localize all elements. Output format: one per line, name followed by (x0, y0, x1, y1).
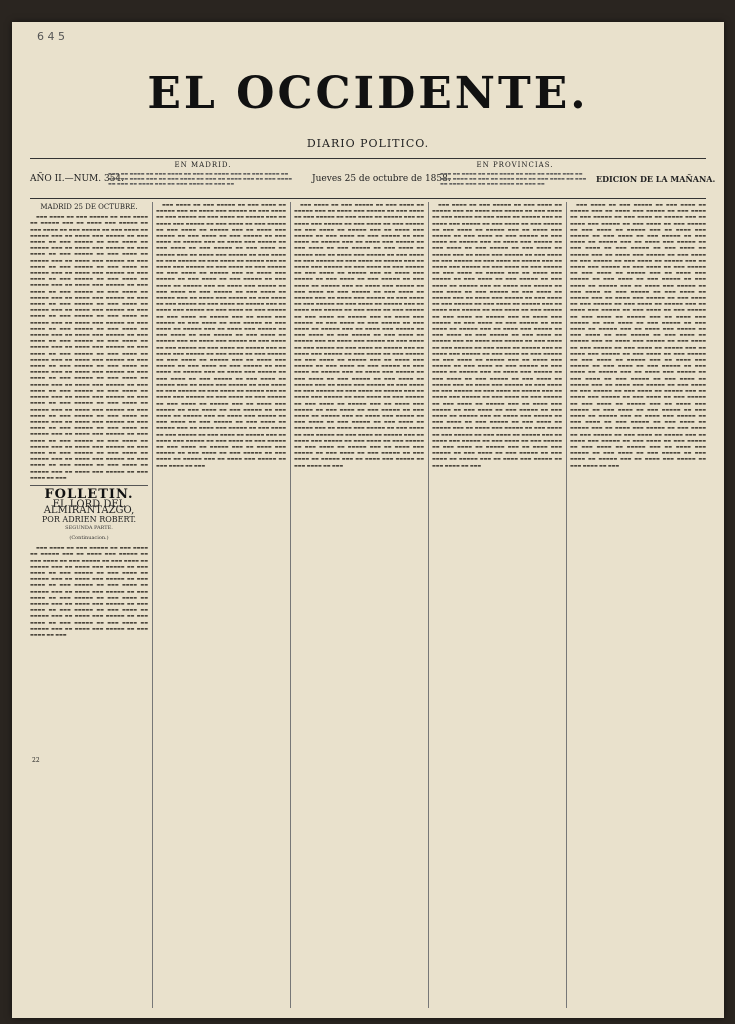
madrid-label: EN MADRID. (174, 161, 232, 169)
folletin-title: EL LORD DEL ALMIRANTAZGO, (43, 499, 135, 517)
folletin-author: POR ADRIEN ROBERT. (41, 514, 137, 524)
column-separator-3 (428, 202, 429, 1008)
issue-number: AÑO II.—NUM. 354. (30, 174, 125, 184)
column-4-text: ▬▬▬ ▬▬▬▬ ▬▬ ▬▬▬ ▬▬▬▬▬ ▬▬ ▬▬▬ ▬▬▬▬ ▬▬ ▬▬▬▬▬ ▬▬▬ ▬▬ ▬▬▬▬ ▬▬▬ ▬▬▬▬▬ ▬▬ ▬▬▬ ▬▬▬▬ ▬▬ ▬▬▬ ▬▬▬▬▬ ▬▬ ▬▬▬ ▬▬▬▬ ▬▬ ▬▬▬▬▬ ▬▬▬ ▬▬ ▬▬▬▬ ▬▬▬ ▬▬▬▬▬ ▬▬ ▬▬▬ ▬▬▬▬ ▬▬ ▬▬▬ ▬▬▬▬▬ ▬▬ ▬▬▬ ▬▬▬▬ ▬▬ ▬▬▬▬▬ ▬▬▬ ▬▬ ▬▬▬▬ ▬▬▬ ▬▬▬▬▬ ▬▬ ▬▬▬ ▬▬▬▬ ▬▬ ▬▬▬ ▬▬▬▬▬ ▬▬ ▬▬▬ ▬▬▬▬ ▬▬ ▬▬▬▬▬ ▬▬▬ ▬▬ ▬▬▬▬ ▬▬▬ ▬▬▬▬▬ ▬▬ ▬▬▬ ▬▬▬▬ ▬▬ ▬▬▬ ▬▬▬▬▬ ▬▬ ▬▬▬ ▬▬▬▬ ▬▬ ▬▬▬▬▬ ▬▬▬ ▬▬ ▬▬▬▬ ▬▬▬ ▬▬▬▬▬ ▬▬ ▬▬▬ ▬▬▬▬ ▬▬ ▬▬▬ ▬▬▬▬▬ ▬▬ ▬▬▬ ▬▬▬▬ ▬▬ ▬▬▬▬▬ ▬▬▬ ▬▬ ▬▬▬▬ ▬▬▬ ▬▬▬▬▬ ▬▬ ▬▬▬ ▬▬▬▬ ▬▬ ▬▬▬ ▬▬▬▬▬ ▬▬ ▬▬▬ ▬▬▬▬ ▬▬ ▬▬▬▬▬ ▬▬▬ ▬▬ ▬▬▬▬ ▬▬▬ ▬▬▬▬▬ ▬▬ ▬▬▬ ▬▬▬▬ ▬▬ ▬▬▬ ▬▬▬▬▬ ▬▬ ▬▬▬ ▬▬▬▬ ▬▬ ▬▬▬▬▬ ▬▬▬ ▬▬ ▬▬▬▬ ▬▬▬ ▬▬▬▬▬ ▬▬ ▬▬▬ ▬▬▬▬ ▬▬ ▬▬▬ ▬▬▬▬▬ ▬▬ ▬▬▬ ▬▬▬▬ ▬▬ ▬▬▬▬▬ ▬▬▬ ▬▬ ▬▬▬▬ ▬▬▬ ▬▬▬▬▬ ▬▬ ▬▬▬ ▬▬▬▬ ▬▬ ▬▬▬ ▬▬▬▬▬ ▬▬ ▬▬▬ ▬▬▬▬ ▬▬ ▬▬▬▬▬ ▬▬▬ ▬▬ ▬▬▬▬ ▬▬▬ ▬▬▬▬▬ ▬▬ ▬▬▬ ▬▬▬▬ ▬▬ ▬▬▬ ▬▬▬▬▬ ▬▬ ▬▬▬ ▬▬▬▬ ▬▬ ▬▬▬▬▬ ▬▬▬ ▬▬ ▬▬▬▬ ▬▬▬ ▬▬▬▬▬ ▬▬ ▬▬▬ ▬▬▬▬ ▬▬ ▬▬▬ ▬▬▬▬▬ ▬▬ ▬▬▬ ▬▬▬▬ ▬▬ ▬▬▬▬▬ ▬▬▬ ▬▬ ▬▬▬▬ ▬▬▬ ▬▬▬▬▬ ▬▬ ▬▬▬ ▬▬▬▬ ▬▬ ▬▬▬ ▬▬▬▬▬ ▬▬ ▬▬▬ ▬▬▬▬ ▬▬ ▬▬▬▬▬ ▬▬▬ ▬▬ ▬▬▬▬ ▬▬▬ ▬▬▬▬▬ ▬▬ ▬▬▬ ▬▬▬▬ ▬▬ ▬▬▬ ▬▬▬▬▬ ▬▬ ▬▬▬ ▬▬▬▬ ▬▬ ▬▬▬▬▬ ▬▬▬ ▬▬ ▬▬▬▬ ▬▬▬ ▬▬▬▬▬ ▬▬ ▬▬▬ ▬▬▬▬ ▬▬ ▬▬▬ ▬▬▬▬▬ ▬▬ ▬▬▬ ▬▬▬▬ ▬▬ ▬▬▬▬▬ ▬▬▬ ▬▬ ▬▬▬▬ ▬▬▬ ▬▬▬▬▬ ▬▬ ▬▬▬ ▬▬▬▬ ▬▬ ▬▬▬ ▬▬▬▬▬ ▬▬ ▬▬▬ ▬▬▬▬ ▬▬ ▬▬▬▬▬ ▬▬▬ ▬▬ ▬▬▬▬ ▬▬▬ ▬▬▬▬▬ ▬▬ ▬▬▬ ▬▬▬▬ ▬▬ ▬▬▬ ▬▬▬▬▬ ▬▬ ▬▬▬ ▬▬▬▬ ▬▬ ▬▬▬▬▬ ▬▬▬ ▬▬ ▬▬▬▬ ▬▬▬ ▬▬▬▬▬ ▬▬ ▬▬▬ ▬▬▬▬ ▬▬ ▬▬▬ ▬▬▬▬▬ ▬▬ ▬▬▬ ▬▬▬▬ ▬▬ ▬▬▬▬▬ ▬▬▬ ▬▬ ▬▬▬▬ ▬▬▬ ▬▬▬▬▬ ▬▬ ▬▬▬ ▬▬▬▬ ▬▬ ▬▬▬ ▬▬▬▬▬ ▬▬ ▬▬▬ ▬▬▬▬ ▬▬ ▬▬▬▬▬ ▬▬▬ ▬▬ ▬▬▬▬ ▬▬▬ ▬▬▬▬▬ ▬▬ ▬▬▬ ▬▬▬▬ ▬▬ ▬▬▬ ▬▬▬▬▬ ▬▬ ▬▬▬ ▬▬▬▬ ▬▬ ▬▬▬▬▬ ▬▬▬ ▬▬ ▬▬▬▬ ▬▬▬ ▬▬▬▬▬ ▬▬ ▬▬▬ ▬▬▬▬ ▬▬ ▬▬▬ ▬▬▬▬▬ ▬▬ ▬▬▬ ▬▬▬▬ ▬▬ ▬▬▬▬▬ ▬▬▬ ▬▬ ▬▬▬▬ ▬▬▬ ▬▬▬▬▬ ▬▬ ▬▬▬ ▬▬▬▬ ▬▬ ▬▬▬ ▬▬▬▬▬ ▬▬ ▬▬▬ ▬▬▬▬ ▬▬ ▬▬▬▬▬ ▬▬▬ ▬▬ ▬▬▬▬ ▬▬▬ ▬▬▬▬▬ ▬▬ ▬▬▬ ▬▬▬▬ ▬▬ ▬▬▬ ▬▬▬▬▬ ▬▬ ▬▬▬ ▬▬▬▬ ▬▬ ▬▬▬▬▬ ▬▬▬ ▬▬ ▬▬▬▬ ▬▬▬ ▬▬▬▬▬ ▬▬ ▬▬▬ ▬▬▬▬ ▬▬ ▬▬▬ ▬▬▬▬▬ ▬▬ ▬▬▬ ▬▬▬▬ ▬▬ ▬▬▬▬▬ ▬▬▬ ▬▬ ▬▬▬▬ ▬▬▬ ▬▬▬▬▬ ▬▬ ▬▬▬ ▬▬▬▬ ▬▬ ▬▬▬ (432, 202, 562, 468)
provinces-fine-print: ▬▬▬ ▬▬ ▬▬▬▬ ▬▬ ▬▬▬ ▬▬▬▬ ▬▬ ▬▬▬ ▬▬ ▬▬▬▬ ▬▬▬ ▬▬ ▬▬▬ ▬▬▬▬ ▬▬ ▬▬▬ ▬▬ ▬▬▬▬ ▬▬▬ ▬▬ ▬▬▬ ▬▬▬▬ ▬▬ ▬▬▬ ▬▬ ▬▬▬▬ ▬▬▬ ▬▬ ▬▬▬ ▬▬▬▬ ▬▬ ▬▬▬ ▬▬ (440, 171, 587, 186)
column-5-text: ▬▬▬ ▬▬▬▬ ▬▬ ▬▬▬ ▬▬▬▬▬ ▬▬ ▬▬▬ ▬▬▬▬ ▬▬ ▬▬▬▬▬ ▬▬▬ ▬▬ ▬▬▬▬ ▬▬▬ ▬▬▬▬▬ ▬▬ ▬▬▬ ▬▬▬▬ ▬▬ ▬▬▬ ▬▬▬▬▬ ▬▬ ▬▬▬ ▬▬▬▬ ▬▬ ▬▬▬▬▬ ▬▬▬ ▬▬ ▬▬▬▬ ▬▬▬ ▬▬▬▬▬ ▬▬ ▬▬▬ ▬▬▬▬ ▬▬ ▬▬▬ ▬▬▬▬▬ ▬▬ ▬▬▬ ▬▬▬▬ ▬▬ ▬▬▬▬▬ ▬▬▬ ▬▬ ▬▬▬▬ ▬▬▬ ▬▬▬▬▬ ▬▬ ▬▬▬ ▬▬▬▬ ▬▬ ▬▬▬ ▬▬▬▬▬ ▬▬ ▬▬▬ ▬▬▬▬ ▬▬ ▬▬▬▬▬ ▬▬▬ ▬▬ ▬▬▬▬ ▬▬▬ ▬▬▬▬▬ ▬▬ ▬▬▬ ▬▬▬▬ ▬▬ ▬▬▬ ▬▬▬▬▬ ▬▬ ▬▬▬ ▬▬▬▬ ▬▬ ▬▬▬▬▬ ▬▬▬ ▬▬ ▬▬▬▬ ▬▬▬ ▬▬▬▬▬ ▬▬ ▬▬▬ ▬▬▬▬ ▬▬ ▬▬▬ ▬▬▬▬▬ ▬▬ ▬▬▬ ▬▬▬▬ ▬▬ ▬▬▬▬▬ ▬▬▬ ▬▬ ▬▬▬▬ ▬▬▬ ▬▬▬▬▬ ▬▬ ▬▬▬ ▬▬▬▬ ▬▬ ▬▬▬ ▬▬▬▬▬ ▬▬ ▬▬▬ ▬▬▬▬ ▬▬ ▬▬▬▬▬ ▬▬▬ ▬▬ ▬▬▬▬ ▬▬▬ ▬▬▬▬▬ ▬▬ ▬▬▬ ▬▬▬▬ ▬▬ ▬▬▬ ▬▬▬▬▬ ▬▬ ▬▬▬ ▬▬▬▬ ▬▬ ▬▬▬▬▬ ▬▬▬ ▬▬ ▬▬▬▬ ▬▬▬ ▬▬▬▬▬ ▬▬ ▬▬▬ ▬▬▬▬ ▬▬ ▬▬▬ ▬▬▬▬▬ ▬▬ ▬▬▬ ▬▬▬▬ ▬▬ ▬▬▬▬▬ ▬▬▬ ▬▬ ▬▬▬▬ ▬▬▬ ▬▬▬▬▬ ▬▬ ▬▬▬ ▬▬▬▬ ▬▬ ▬▬▬ ▬▬▬▬▬ ▬▬ ▬▬▬ ▬▬▬▬ ▬▬ ▬▬▬▬▬ ▬▬▬ ▬▬ ▬▬▬▬ ▬▬▬ ▬▬▬▬▬ ▬▬ ▬▬▬ ▬▬▬▬ ▬▬ ▬▬▬ ▬▬▬▬▬ ▬▬ ▬▬▬ ▬▬▬▬ ▬▬ ▬▬▬▬▬ ▬▬▬ ▬▬ ▬▬▬▬ ▬▬▬ ▬▬▬▬▬ ▬▬ ▬▬▬ ▬▬▬▬ ▬▬ ▬▬▬ ▬▬▬▬▬ ▬▬ ▬▬▬ ▬▬▬▬ ▬▬ ▬▬▬▬▬ ▬▬▬ ▬▬ ▬▬▬▬ ▬▬▬ ▬▬▬▬▬ ▬▬ ▬▬▬ ▬▬▬▬ ▬▬ ▬▬▬ ▬▬▬▬▬ ▬▬ ▬▬▬ ▬▬▬▬ ▬▬ ▬▬▬▬▬ ▬▬▬ ▬▬ ▬▬▬▬ ▬▬▬ ▬▬▬▬▬ ▬▬ ▬▬▬ ▬▬▬▬ ▬▬ ▬▬▬ ▬▬▬▬▬ ▬▬ ▬▬▬ ▬▬▬▬ ▬▬ ▬▬▬▬▬ ▬▬▬ ▬▬ ▬▬▬▬ ▬▬▬ ▬▬▬▬▬ ▬▬ ▬▬▬ ▬▬▬▬ ▬▬ ▬▬▬ ▬▬▬▬▬ ▬▬ ▬▬▬ ▬▬▬▬ ▬▬ ▬▬▬▬▬ ▬▬▬ ▬▬ ▬▬▬▬ ▬▬▬ ▬▬▬▬▬ ▬▬ ▬▬▬ ▬▬▬▬ ▬▬ ▬▬▬ ▬▬▬▬▬ ▬▬ ▬▬▬ ▬▬▬▬ ▬▬ ▬▬▬▬▬ ▬▬▬ ▬▬ ▬▬▬▬ ▬▬▬ ▬▬▬▬▬ ▬▬ ▬▬▬ ▬▬▬▬ ▬▬ ▬▬▬ ▬▬▬▬▬ ▬▬ ▬▬▬ ▬▬▬▬ ▬▬ ▬▬▬▬▬ ▬▬▬ ▬▬ ▬▬▬▬ ▬▬▬ ▬▬▬▬▬ ▬▬ ▬▬▬ ▬▬▬▬ ▬▬ ▬▬▬ ▬▬▬▬▬ ▬▬ ▬▬▬ ▬▬▬▬ ▬▬ ▬▬▬▬▬ ▬▬▬ ▬▬ ▬▬▬▬ ▬▬▬ ▬▬▬▬▬ ▬▬ ▬▬▬ ▬▬▬▬ ▬▬ ▬▬▬ ▬▬▬▬▬ ▬▬ ▬▬▬ ▬▬▬▬ ▬▬ ▬▬▬▬▬ ▬▬▬ ▬▬ ▬▬▬▬ ▬▬▬ ▬▬▬▬▬ ▬▬ ▬▬▬ ▬▬▬▬ ▬▬ ▬▬▬ ▬▬▬▬▬ ▬▬ ▬▬▬ ▬▬▬▬ ▬▬ ▬▬▬▬▬ ▬▬▬ ▬▬ ▬▬▬▬ ▬▬▬ ▬▬▬▬▬ ▬▬ ▬▬▬ ▬▬▬▬ ▬▬ ▬▬▬ ▬▬▬▬▬ ▬▬ ▬▬▬ ▬▬▬▬ ▬▬ ▬▬▬▬▬ ▬▬▬ ▬▬ ▬▬▬▬ ▬▬▬ ▬▬▬▬▬ ▬▬ ▬▬▬ ▬▬▬▬ ▬▬ ▬▬▬ ▬▬▬▬▬ ▬▬ ▬▬▬ ▬▬▬▬ ▬▬ ▬▬▬▬▬ ▬▬▬ ▬▬ ▬▬▬▬ ▬▬▬ ▬▬▬▬▬ ▬▬ ▬▬▬ ▬▬▬▬ ▬▬ ▬▬▬ ▬▬▬▬▬ ▬▬ ▬▬▬ ▬▬▬▬ ▬▬ ▬▬▬▬▬ ▬▬▬ ▬▬ ▬▬▬▬ ▬▬▬ ▬▬▬▬▬ ▬▬ ▬▬▬ ▬▬▬▬ ▬▬ ▬▬▬ ▬▬▬▬▬ ▬▬ ▬▬▬ ▬▬▬▬ ▬▬ ▬▬▬▬▬ ▬▬▬ ▬▬ ▬▬▬▬ ▬▬▬ ▬▬▬▬▬ ▬▬ ▬▬▬ ▬▬▬▬ ▬▬ ▬▬▬ (570, 202, 706, 468)
column-1-text: ▬▬▬ ▬▬▬▬ ▬▬ ▬▬▬ ▬▬▬▬▬ ▬▬ ▬▬▬ ▬▬▬▬ ▬▬ ▬▬▬▬▬ ▬▬▬ ▬▬ ▬▬▬▬ ▬▬▬ ▬▬▬▬▬ ▬▬ ▬▬▬ ▬▬▬▬ ▬▬ ▬▬▬ ▬▬▬▬▬ ▬▬ ▬▬▬ ▬▬▬▬ ▬▬ ▬▬▬▬▬ ▬▬▬ ▬▬ ▬▬▬▬ ▬▬▬ ▬▬▬▬▬ ▬▬ ▬▬▬ ▬▬▬▬ ▬▬ ▬▬▬ ▬▬▬▬▬ ▬▬ ▬▬▬ ▬▬▬▬ ▬▬ ▬▬▬▬▬ ▬▬▬ ▬▬ ▬▬▬▬ ▬▬▬ ▬▬▬▬▬ ▬▬ ▬▬▬ ▬▬▬▬ ▬▬ ▬▬▬ ▬▬▬▬▬ ▬▬ ▬▬▬ ▬▬▬▬ ▬▬ ▬▬▬▬▬ ▬▬▬ ▬▬ ▬▬▬▬ ▬▬▬ ▬▬▬▬▬ ▬▬ ▬▬▬ ▬▬▬▬ ▬▬ ▬▬▬ ▬▬▬▬▬ ▬▬ ▬▬▬ ▬▬▬▬ ▬▬ ▬▬▬▬▬ ▬▬▬ ▬▬ ▬▬▬▬ ▬▬▬ ▬▬▬▬▬ ▬▬ ▬▬▬ ▬▬▬▬ ▬▬ ▬▬▬ ▬▬▬▬▬ ▬▬ ▬▬▬ ▬▬▬▬ ▬▬ ▬▬▬▬▬ ▬▬▬ ▬▬ ▬▬▬▬ ▬▬▬ ▬▬▬▬▬ ▬▬ ▬▬▬ ▬▬▬▬ ▬▬ ▬▬▬ ▬▬▬▬▬ ▬▬ ▬▬▬ ▬▬▬▬ ▬▬ ▬▬▬▬▬ ▬▬▬ ▬▬ ▬▬▬▬ ▬▬▬ ▬▬▬▬▬ ▬▬ ▬▬▬ ▬▬▬▬ ▬▬ ▬▬▬ ▬▬▬▬▬ ▬▬ ▬▬▬ ▬▬▬▬ ▬▬ ▬▬▬▬▬ ▬▬▬ ▬▬ ▬▬▬▬ ▬▬▬ ▬▬▬▬▬ ▬▬ ▬▬▬ ▬▬▬▬ ▬▬ ▬▬▬ ▬▬▬▬▬ ▬▬ ▬▬▬ ▬▬▬▬ ▬▬ ▬▬▬▬▬ ▬▬▬ ▬▬ ▬▬▬▬ ▬▬▬ ▬▬▬▬▬ ▬▬ ▬▬▬ ▬▬▬▬ ▬▬ ▬▬▬ ▬▬▬▬▬ ▬▬ ▬▬▬ ▬▬▬▬ ▬▬ ▬▬▬▬▬ ▬▬▬ ▬▬ ▬▬▬▬ ▬▬▬ ▬▬▬▬▬ ▬▬ ▬▬▬ ▬▬▬▬ ▬▬ ▬▬▬ ▬▬▬▬▬ ▬▬ ▬▬▬ ▬▬▬▬ ▬▬ ▬▬▬▬▬ ▬▬▬ ▬▬ ▬▬▬▬ ▬▬▬ ▬▬▬▬▬ ▬▬ ▬▬▬ ▬▬▬▬ ▬▬ ▬▬▬ ▬▬▬▬▬ ▬▬ ▬▬▬ ▬▬▬▬ ▬▬ ▬▬▬▬▬ ▬▬▬ ▬▬ ▬▬▬▬ ▬▬▬ ▬▬▬▬▬ ▬▬ ▬▬▬ ▬▬▬▬ ▬▬ ▬▬▬ ▬▬▬▬▬ ▬▬ ▬▬▬ ▬▬▬▬ ▬▬ ▬▬▬▬▬ ▬▬▬ ▬▬ ▬▬▬▬ ▬▬▬ ▬▬▬▬▬ ▬▬ ▬▬▬ ▬▬▬▬ ▬▬ ▬▬▬ ▬▬▬▬▬ ▬▬ ▬▬▬ ▬▬▬▬ ▬▬ ▬▬▬▬▬ ▬▬▬ ▬▬ ▬▬▬▬ ▬▬▬ ▬▬▬▬▬ ▬▬ ▬▬▬ ▬▬▬▬ ▬▬ ▬▬▬ ▬▬▬▬▬ ▬▬ ▬▬▬ ▬▬▬▬ ▬▬ ▬▬▬▬▬ ▬▬▬ ▬▬ ▬▬▬▬ ▬▬▬ ▬▬▬▬▬ ▬▬ ▬▬▬ ▬▬▬▬ ▬▬ ▬▬▬ ▬▬▬▬▬ ▬▬ ▬▬▬ ▬▬▬▬ ▬▬ ▬▬▬▬▬ ▬▬▬ ▬▬ ▬▬▬▬ ▬▬▬ ▬▬▬▬▬ ▬▬ ▬▬▬ ▬▬▬▬ ▬▬ ▬▬▬ ▬▬▬▬▬ ▬▬ ▬▬▬ ▬▬▬▬ ▬▬ ▬▬▬▬▬ ▬▬▬ ▬▬ ▬▬▬▬ ▬▬▬ ▬▬▬▬▬ ▬▬ ▬▬▬ ▬▬▬▬ ▬▬ ▬▬▬ ▬▬▬▬▬ ▬▬ ▬▬▬ ▬▬▬▬ ▬▬ ▬▬▬▬▬ ▬▬▬ ▬▬ ▬▬▬▬ ▬▬▬ ▬▬▬▬▬ ▬▬ ▬▬▬ ▬▬▬▬ ▬▬ ▬▬▬ ▬▬▬▬▬ ▬▬ ▬▬▬ ▬▬▬▬ ▬▬ ▬▬▬▬▬ ▬▬▬ ▬▬ ▬▬▬▬ ▬▬▬ ▬▬▬▬▬ ▬▬ ▬▬▬ ▬▬▬▬ ▬▬ ▬▬▬ ▬▬▬▬▬ ▬▬ ▬▬▬ ▬▬▬▬ ▬▬ ▬▬▬▬▬ ▬▬▬ ▬▬ ▬▬▬▬ ▬▬▬ ▬▬▬▬▬ ▬▬ ▬▬▬ ▬▬▬▬ ▬▬ ▬▬▬ ▬▬▬▬▬ ▬▬ ▬▬▬ ▬▬▬▬ ▬▬ ▬▬▬▬▬ ▬▬▬ ▬▬ ▬▬▬▬ ▬▬▬ ▬▬▬▬▬ ▬▬ ▬▬▬ ▬▬▬▬ ▬▬ ▬▬▬ (30, 214, 148, 480)
newspaper-subtitle: DIARIO POLITICO. (306, 137, 430, 150)
folletin-rule-top (30, 485, 148, 486)
folletin-heading: FOLLETIN. (44, 486, 134, 502)
column-separator-4 (566, 202, 567, 1008)
column-3-text: ▬▬▬ ▬▬▬▬ ▬▬ ▬▬▬ ▬▬▬▬▬ ▬▬ ▬▬▬ ▬▬▬▬ ▬▬ ▬▬▬▬▬ ▬▬▬ ▬▬ ▬▬▬▬ ▬▬▬ ▬▬▬▬▬ ▬▬ ▬▬▬ ▬▬▬▬ ▬▬ ▬▬▬ ▬▬▬▬▬ ▬▬ ▬▬▬ ▬▬▬▬ ▬▬ ▬▬▬▬▬ ▬▬▬ ▬▬ ▬▬▬▬ ▬▬▬ ▬▬▬▬▬ ▬▬ ▬▬▬ ▬▬▬▬ ▬▬ ▬▬▬ ▬▬▬▬▬ ▬▬ ▬▬▬ ▬▬▬▬ ▬▬ ▬▬▬▬▬ ▬▬▬ ▬▬ ▬▬▬▬ ▬▬▬ ▬▬▬▬▬ ▬▬ ▬▬▬ ▬▬▬▬ ▬▬ ▬▬▬ ▬▬▬▬▬ ▬▬ ▬▬▬ ▬▬▬▬ ▬▬ ▬▬▬▬▬ ▬▬▬ ▬▬ ▬▬▬▬ ▬▬▬ ▬▬▬▬▬ ▬▬ ▬▬▬ ▬▬▬▬ ▬▬ ▬▬▬ ▬▬▬▬▬ ▬▬ ▬▬▬ ▬▬▬▬ ▬▬ ▬▬▬▬▬ ▬▬▬ ▬▬ ▬▬▬▬ ▬▬▬ ▬▬▬▬▬ ▬▬ ▬▬▬ ▬▬▬▬ ▬▬ ▬▬▬ ▬▬▬▬▬ ▬▬ ▬▬▬ ▬▬▬▬ ▬▬ ▬▬▬▬▬ ▬▬▬ ▬▬ ▬▬▬▬ ▬▬▬ ▬▬▬▬▬ ▬▬ ▬▬▬ ▬▬▬▬ ▬▬ ▬▬▬ ▬▬▬▬▬ ▬▬ ▬▬▬ ▬▬▬▬ ▬▬ ▬▬▬▬▬ ▬▬▬ ▬▬ ▬▬▬▬ ▬▬▬ ▬▬▬▬▬ ▬▬ ▬▬▬ ▬▬▬▬ ▬▬ ▬▬▬ ▬▬▬▬▬ ▬▬ ▬▬▬ ▬▬▬▬ ▬▬ ▬▬▬▬▬ ▬▬▬ ▬▬ ▬▬▬▬ ▬▬▬ ▬▬▬▬▬ ▬▬ ▬▬▬ ▬▬▬▬ ▬▬ ▬▬▬ ▬▬▬▬▬ ▬▬ ▬▬▬ ▬▬▬▬ ▬▬ ▬▬▬▬▬ ▬▬▬ ▬▬ ▬▬▬▬ ▬▬▬ ▬▬▬▬▬ ▬▬ ▬▬▬ ▬▬▬▬ ▬▬ ▬▬▬ ▬▬▬▬▬ ▬▬ ▬▬▬ ▬▬▬▬ ▬▬ ▬▬▬▬▬ ▬▬▬ ▬▬ ▬▬▬▬ ▬▬▬ ▬▬▬▬▬ ▬▬ ▬▬▬ ▬▬▬▬ ▬▬ ▬▬▬ ▬▬▬▬▬ ▬▬ ▬▬▬ ▬▬▬▬ ▬▬ ▬▬▬▬▬ ▬▬▬ ▬▬ ▬▬▬▬ ▬▬▬ ▬▬▬▬▬ ▬▬ ▬▬▬ ▬▬▬▬ ▬▬ ▬▬▬ ▬▬▬▬▬ ▬▬ ▬▬▬ ▬▬▬▬ ▬▬ ▬▬▬▬▬ ▬▬▬ ▬▬ ▬▬▬▬ ▬▬▬ ▬▬▬▬▬ ▬▬ ▬▬▬ ▬▬▬▬ ▬▬ ▬▬▬ ▬▬▬▬▬ ▬▬ ▬▬▬ ▬▬▬▬ ▬▬ ▬▬▬▬▬ ▬▬▬ ▬▬ ▬▬▬▬ ▬▬▬ ▬▬▬▬▬ ▬▬ ▬▬▬ ▬▬▬▬ ▬▬ ▬▬▬ ▬▬▬▬▬ ▬▬ ▬▬▬ ▬▬▬▬ ▬▬ ▬▬▬▬▬ ▬▬▬ ▬▬ ▬▬▬▬ ▬▬▬ ▬▬▬▬▬ ▬▬ ▬▬▬ ▬▬▬▬ ▬▬ ▬▬▬ ▬▬▬▬▬ ▬▬ ▬▬▬ ▬▬▬▬ ▬▬ ▬▬▬▬▬ ▬▬▬ ▬▬ ▬▬▬▬ ▬▬▬ ▬▬▬▬▬ ▬▬ ▬▬▬ ▬▬▬▬ ▬▬ ▬▬▬ ▬▬▬▬▬ ▬▬ ▬▬▬ ▬▬▬▬ ▬▬ ▬▬▬▬▬ ▬▬▬ ▬▬ ▬▬▬▬ ▬▬▬ ▬▬▬▬▬ ▬▬ ▬▬▬ ▬▬▬▬ ▬▬ ▬▬▬ ▬▬▬▬▬ ▬▬ ▬▬▬ ▬▬▬▬ ▬▬ ▬▬▬▬▬ ▬▬▬ ▬▬ ▬▬▬▬ ▬▬▬ ▬▬▬▬▬ ▬▬ ▬▬▬ ▬▬▬▬ ▬▬ ▬▬▬ ▬▬▬▬▬ ▬▬ ▬▬▬ ▬▬▬▬ ▬▬ ▬▬▬▬▬ ▬▬▬ ▬▬ ▬▬▬▬ ▬▬▬ ▬▬▬▬▬ ▬▬ ▬▬▬ ▬▬▬▬ ▬▬ ▬▬▬ ▬▬▬▬▬ ▬▬ ▬▬▬ ▬▬▬▬ ▬▬ ▬▬▬▬▬ ▬▬▬ ▬▬ ▬▬▬▬ ▬▬▬ ▬▬▬▬▬ ▬▬ ▬▬▬ ▬▬▬▬ ▬▬ ▬▬▬ ▬▬▬▬▬ ▬▬ ▬▬▬ ▬▬▬▬ ▬▬ ▬▬▬▬▬ ▬▬▬ ▬▬ ▬▬▬▬ ▬▬▬ ▬▬▬▬▬ ▬▬ ▬▬▬ ▬▬▬▬ ▬▬ ▬▬▬ ▬▬▬▬▬ ▬▬ ▬▬▬ ▬▬▬▬ ▬▬ ▬▬▬▬▬ ▬▬▬ ▬▬ ▬▬▬▬ ▬▬▬ ▬▬▬▬▬ ▬▬ ▬▬▬ ▬▬▬▬ ▬▬ ▬▬▬ ▬▬▬▬▬ ▬▬ ▬▬▬ ▬▬▬▬ ▬▬ ▬▬▬▬▬ ▬▬▬ ▬▬ ▬▬▬▬ ▬▬▬ ▬▬▬▬▬ ▬▬ ▬▬▬ ▬▬▬▬ ▬▬ ▬▬▬ ▬▬▬▬▬ ▬▬ ▬▬▬ ▬▬▬▬ ▬▬ ▬▬▬▬▬ ▬▬▬ ▬▬ ▬▬▬▬ ▬▬▬ ▬▬▬▬▬ ▬▬ ▬▬▬ ▬▬▬▬ ▬▬ ▬▬▬ ▬▬▬▬▬ ▬▬ ▬▬▬ ▬▬▬▬ ▬▬ ▬▬▬▬▬ ▬▬▬ ▬▬ ▬▬▬▬ ▬▬▬ ▬▬▬▬▬ ▬▬ ▬▬▬ ▬▬▬▬ ▬▬ ▬▬▬ (294, 202, 424, 468)
folletin-text: ▬▬▬ ▬▬▬▬ ▬▬ ▬▬▬ ▬▬▬▬▬ ▬▬ ▬▬▬ ▬▬▬▬ ▬▬ ▬▬▬▬▬ ▬▬▬ ▬▬ ▬▬▬▬ ▬▬▬ ▬▬▬▬▬ ▬▬ ▬▬▬ ▬▬▬▬ ▬▬ ▬▬▬ ▬▬▬▬▬ ▬▬ ▬▬▬ ▬▬▬▬ ▬▬ ▬▬▬▬▬ ▬▬▬ ▬▬ ▬▬▬▬ ▬▬▬ ▬▬▬▬▬ ▬▬ ▬▬▬ ▬▬▬▬ ▬▬ ▬▬▬ ▬▬▬▬▬ ▬▬ ▬▬▬ ▬▬▬▬ ▬▬ ▬▬▬▬▬ ▬▬▬ ▬▬ ▬▬▬▬ ▬▬▬ ▬▬▬▬▬ ▬▬ ▬▬▬ ▬▬▬▬ ▬▬ ▬▬▬ ▬▬▬▬▬ ▬▬ ▬▬▬ ▬▬▬▬ ▬▬ ▬▬▬▬▬ ▬▬▬ ▬▬ ▬▬▬▬ ▬▬▬ ▬▬▬▬▬ ▬▬ ▬▬▬ ▬▬▬▬ ▬▬ ▬▬▬ ▬▬▬▬▬ ▬▬ ▬▬▬ ▬▬▬▬ ▬▬ ▬▬▬▬▬ ▬▬▬ ▬▬ ▬▬▬▬ ▬▬▬ ▬▬▬▬▬ ▬▬ ▬▬▬ ▬▬▬▬ ▬▬ ▬▬▬ ▬▬▬▬▬ ▬▬ ▬▬▬ ▬▬▬▬ ▬▬ ▬▬▬▬▬ ▬▬▬ ▬▬ ▬▬▬▬ ▬▬▬ ▬▬▬▬▬ ▬▬ ▬▬▬ ▬▬▬▬ ▬▬ ▬▬▬ ▬▬▬▬▬ ▬▬ ▬▬▬ ▬▬▬▬ ▬▬ ▬▬▬▬▬ ▬▬▬ ▬▬ ▬▬▬▬ ▬▬▬ ▬▬▬▬▬ ▬▬ ▬▬▬ ▬▬▬▬ ▬▬ ▬▬▬ (30, 545, 148, 637)
madrid-subscription (108, 161, 298, 197)
pencil-annotation: 6 4 5 (37, 30, 65, 43)
header-rule-top (30, 158, 706, 159)
folletin-continuation: (Continuacion.) (69, 534, 109, 541)
provinces-subscription (440, 161, 590, 197)
column-1-heading: MADRID 25 DE OCTUBRE. (40, 203, 138, 211)
edition-label: EDICION DE LA MAÑANA. (596, 174, 716, 184)
column-separator-1 (152, 202, 153, 1008)
column-3 (294, 202, 424, 1008)
newspaper-title: EL OCCIDENTE. (147, 68, 589, 119)
issue-date: Jueves 25 de octubre de 1858. (312, 174, 451, 184)
newspaper-page (12, 22, 724, 1018)
column-1 (30, 202, 148, 1008)
column-5 (570, 202, 706, 1008)
info-bar (30, 161, 716, 197)
column-4 (432, 202, 562, 1008)
provinces-label: EN PROVINCIAS. (476, 161, 554, 169)
column-2 (156, 202, 286, 1008)
column-2-text: ▬▬▬ ▬▬▬▬ ▬▬ ▬▬▬ ▬▬▬▬▬ ▬▬ ▬▬▬ ▬▬▬▬ ▬▬ ▬▬▬▬▬ ▬▬▬ ▬▬ ▬▬▬▬ ▬▬▬ ▬▬▬▬▬ ▬▬ ▬▬▬ ▬▬▬▬ ▬▬ ▬▬▬ ▬▬▬▬▬ ▬▬ ▬▬▬ ▬▬▬▬ ▬▬ ▬▬▬▬▬ ▬▬▬ ▬▬ ▬▬▬▬ ▬▬▬ ▬▬▬▬▬ ▬▬ ▬▬▬ ▬▬▬▬ ▬▬ ▬▬▬ ▬▬▬▬▬ ▬▬ ▬▬▬ ▬▬▬▬ ▬▬ ▬▬▬▬▬ ▬▬▬ ▬▬ ▬▬▬▬ ▬▬▬ ▬▬▬▬▬ ▬▬ ▬▬▬ ▬▬▬▬ ▬▬ ▬▬▬ ▬▬▬▬▬ ▬▬ ▬▬▬ ▬▬▬▬ ▬▬ ▬▬▬▬▬ ▬▬▬ ▬▬ ▬▬▬▬ ▬▬▬ ▬▬▬▬▬ ▬▬ ▬▬▬ ▬▬▬▬ ▬▬ ▬▬▬ ▬▬▬▬▬ ▬▬ ▬▬▬ ▬▬▬▬ ▬▬ ▬▬▬▬▬ ▬▬▬ ▬▬ ▬▬▬▬ ▬▬▬ ▬▬▬▬▬ ▬▬ ▬▬▬ ▬▬▬▬ ▬▬ ▬▬▬ ▬▬▬▬▬ ▬▬ ▬▬▬ ▬▬▬▬ ▬▬ ▬▬▬▬▬ ▬▬▬ ▬▬ ▬▬▬▬ ▬▬▬ ▬▬▬▬▬ ▬▬ ▬▬▬ ▬▬▬▬ ▬▬ ▬▬▬ ▬▬▬▬▬ ▬▬ ▬▬▬ ▬▬▬▬ ▬▬ ▬▬▬▬▬ ▬▬▬ ▬▬ ▬▬▬▬ ▬▬▬ ▬▬▬▬▬ ▬▬ ▬▬▬ ▬▬▬▬ ▬▬ ▬▬▬ ▬▬▬▬▬ ▬▬ ▬▬▬ ▬▬▬▬ ▬▬ ▬▬▬▬▬ ▬▬▬ ▬▬ ▬▬▬▬ ▬▬▬ ▬▬▬▬▬ ▬▬ ▬▬▬ ▬▬▬▬ ▬▬ ▬▬▬ ▬▬▬▬▬ ▬▬ ▬▬▬ ▬▬▬▬ ▬▬ ▬▬▬▬▬ ▬▬▬ ▬▬ ▬▬▬▬ ▬▬▬ ▬▬▬▬▬ ▬▬ ▬▬▬ ▬▬▬▬ ▬▬ ▬▬▬ ▬▬▬▬▬ ▬▬ ▬▬▬ ▬▬▬▬ ▬▬ ▬▬▬▬▬ ▬▬▬ ▬▬ ▬▬▬▬ ▬▬▬ ▬▬▬▬▬ ▬▬ ▬▬▬ ▬▬▬▬ ▬▬ ▬▬▬ ▬▬▬▬▬ ▬▬ ▬▬▬ ▬▬▬▬ ▬▬ ▬▬▬▬▬ ▬▬▬ ▬▬ ▬▬▬▬ ▬▬▬ ▬▬▬▬▬ ▬▬ ▬▬▬ ▬▬▬▬ ▬▬ ▬▬▬ ▬▬▬▬▬ ▬▬ ▬▬▬ ▬▬▬▬ ▬▬ ▬▬▬▬▬ ▬▬▬ ▬▬ ▬▬▬▬ ▬▬▬ ▬▬▬▬▬ ▬▬ ▬▬▬ ▬▬▬▬ ▬▬ ▬▬▬ ▬▬▬▬▬ ▬▬ ▬▬▬ ▬▬▬▬ ▬▬ ▬▬▬▬▬ ▬▬▬ ▬▬ ▬▬▬▬ ▬▬▬ ▬▬▬▬▬ ▬▬ ▬▬▬ ▬▬▬▬ ▬▬ ▬▬▬ ▬▬▬▬▬ ▬▬ ▬▬▬ ▬▬▬▬ ▬▬ ▬▬▬▬▬ ▬▬▬ ▬▬ ▬▬▬▬ ▬▬▬ ▬▬▬▬▬ ▬▬ ▬▬▬ ▬▬▬▬ ▬▬ ▬▬▬ ▬▬▬▬▬ ▬▬ ▬▬▬ ▬▬▬▬ ▬▬ ▬▬▬▬▬ ▬▬▬ ▬▬ ▬▬▬▬ ▬▬▬ ▬▬▬▬▬ ▬▬ ▬▬▬ ▬▬▬▬ ▬▬ ▬▬▬ ▬▬▬▬▬ ▬▬ ▬▬▬ ▬▬▬▬ ▬▬ ▬▬▬▬▬ ▬▬▬ ▬▬ ▬▬▬▬ ▬▬▬ ▬▬▬▬▬ ▬▬ ▬▬▬ ▬▬▬▬ ▬▬ ▬▬▬ ▬▬▬▬▬ ▬▬ ▬▬▬ ▬▬▬▬ ▬▬ ▬▬▬▬▬ ▬▬▬ ▬▬ ▬▬▬▬ ▬▬▬ ▬▬▬▬▬ ▬▬ ▬▬▬ ▬▬▬▬ ▬▬ ▬▬▬ ▬▬▬▬▬ ▬▬ ▬▬▬ ▬▬▬▬ ▬▬ ▬▬▬▬▬ ▬▬▬ ▬▬ ▬▬▬▬ ▬▬▬ ▬▬▬▬▬ ▬▬ ▬▬▬ ▬▬▬▬ ▬▬ ▬▬▬ ▬▬▬▬▬ ▬▬ ▬▬▬ ▬▬▬▬ ▬▬ ▬▬▬▬▬ ▬▬▬ ▬▬ ▬▬▬▬ ▬▬▬ ▬▬▬▬▬ ▬▬ ▬▬▬ ▬▬▬▬ ▬▬ ▬▬▬ ▬▬▬▬▬ ▬▬ ▬▬▬ ▬▬▬▬ ▬▬ ▬▬▬▬▬ ▬▬▬ ▬▬ ▬▬▬▬ ▬▬▬ ▬▬▬▬▬ ▬▬ ▬▬▬ ▬▬▬▬ ▬▬ ▬▬▬ ▬▬▬▬▬ ▬▬ ▬▬▬ ▬▬▬▬ ▬▬ ▬▬▬▬▬ ▬▬▬ ▬▬ ▬▬▬▬ ▬▬▬ ▬▬▬▬▬ ▬▬ ▬▬▬ ▬▬▬▬ ▬▬ ▬▬▬ ▬▬▬▬▬ ▬▬ ▬▬▬ ▬▬▬▬ ▬▬ ▬▬▬▬▬ ▬▬▬ ▬▬ ▬▬▬▬ ▬▬▬ ▬▬▬▬▬ ▬▬ ▬▬▬ ▬▬▬▬ ▬▬ ▬▬▬ ▬▬▬▬▬ ▬▬ ▬▬▬ ▬▬▬▬ ▬▬ ▬▬▬▬▬ ▬▬▬ ▬▬ ▬▬▬▬ ▬▬▬ ▬▬▬▬▬ ▬▬ ▬▬▬ ▬▬▬▬ ▬▬ ▬▬▬ ▬▬▬▬▬ ▬▬ ▬▬▬ ▬▬▬▬ ▬▬ ▬▬▬▬▬ ▬▬▬ ▬▬ ▬▬▬▬ ▬▬▬ ▬▬▬▬▬ ▬▬ ▬▬▬ ▬▬▬▬ ▬▬ ▬▬▬ (156, 202, 286, 468)
column-separator-2 (290, 202, 291, 1008)
madrid-fine-print: ▬▬▬ ▬▬ ▬▬▬▬ ▬▬ ▬▬▬ ▬▬▬▬ ▬▬ ▬▬▬ ▬▬ ▬▬▬▬ ▬▬▬ ▬▬ ▬▬▬ ▬▬▬▬ ▬▬ ▬▬▬ ▬▬ ▬▬▬▬ ▬▬▬ ▬▬ ▬▬▬ ▬▬▬▬ ▬▬ ▬▬▬ ▬▬ ▬▬▬▬ ▬▬▬ ▬▬ ▬▬▬ ▬▬▬▬ ▬▬ ▬▬▬ ▬▬ ▬▬▬▬ ▬▬▬ ▬▬ ▬▬▬ ▬▬▬▬ ▬▬ ▬▬▬ ▬▬ (108, 171, 293, 186)
folletin-number: 22 (32, 757, 40, 764)
folletin-part: SEGUNDA PARTE. (65, 524, 113, 531)
header-rule-bottom (30, 198, 706, 199)
